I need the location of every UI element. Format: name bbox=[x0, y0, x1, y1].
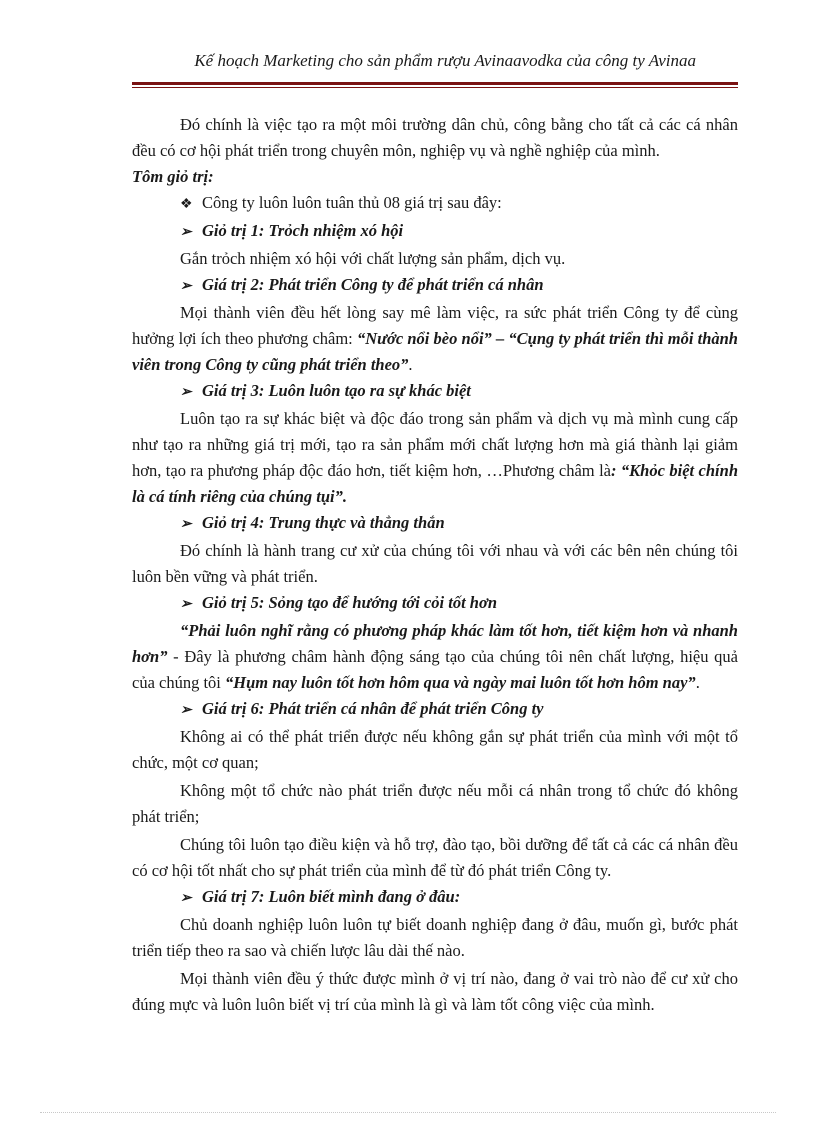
value-4-text: Đó chính là hành trang cư xử của chúng tôi với nhau và với các bên nên chúng tôi luôn bền vững và phát triển. bbox=[132, 541, 738, 586]
value-1-text: Gắn trỏch nhiệm xó hội với chất lượng sản phẩm, dịch vụ. bbox=[180, 249, 566, 268]
paragraph-intro: Đó chính là việc tạo ra một môi trường dân chủ, công bằng cho tất cả các cá nhân đều có cơ hội phát triển trong chuyên môn, nghiệp vụ và nghề nghiệp của mình. bbox=[132, 115, 738, 160]
value-4-heading bbox=[132, 510, 738, 538]
page-bottom-border bbox=[40, 1112, 776, 1113]
header-rule-thick bbox=[132, 82, 738, 85]
value-1-title: Giỏ trị 1: Trỏch nhiệm xó hội bbox=[202, 221, 404, 240]
value-5-text: - Đây là phương châm hành động sáng tạo của chúng tôi nên chất lượng, hiệu quả của chúng tôi bbox=[132, 647, 738, 692]
value-5-end: . bbox=[695, 673, 700, 692]
value-7-heading bbox=[132, 884, 738, 912]
value-5-paragraph bbox=[132, 618, 738, 696]
value-5-heading bbox=[132, 590, 738, 618]
arrowhead-bullet-icon: ➢ bbox=[180, 703, 192, 718]
arrowhead-bullet-icon: ➢ bbox=[180, 225, 192, 240]
section-heading-values: Tôm giỏ trị: bbox=[132, 167, 214, 186]
value-2-heading bbox=[132, 272, 738, 300]
intro-bullet-text: Công ty luôn luôn tuân thủ 08 giá trị sau đây: bbox=[202, 193, 502, 212]
intro-bullet-item bbox=[132, 190, 738, 218]
diamond-bullet-icon: ❖ bbox=[180, 197, 193, 212]
value-2-quote: “Nước nổi bèo nổi” – “Cụng ty phát triển thì mỗi thành viên trong Công ty cũng phát triển theo” bbox=[132, 329, 738, 374]
value-3-heading bbox=[132, 378, 738, 406]
value-6-title: Giá trị 6: Phát triển cá nhân để phát triển Công ty bbox=[202, 699, 544, 718]
arrowhead-bullet-icon: ➢ bbox=[180, 891, 192, 906]
value-2-end: . bbox=[408, 355, 413, 374]
value-6-text-1: Không ai có thể phát triển được nếu không gắn sự phát triển của mình với một tổ chức, một cơ quan; bbox=[132, 727, 738, 772]
value-3-quote: : “Khỏc biệt chính là cá tính riêng của chúng tụi”. bbox=[132, 461, 738, 506]
value-3-text: Luôn tạo ra sự khác biệt và độc đáo trong sản phẩm và dịch vụ mà mình cung cấp như tạo ra những giá trị mới, tạo ra sản phẩm mới chất lượng hơn mà giá thành lại giảm hơn, tạo ra phương pháp độc đáo hơn, tiết kiệm hơn, …Phương châm là bbox=[132, 409, 738, 480]
value-6-text-2: Không một tổ chức nào phát triển được nếu mỗi cá nhân trong tổ chức đó không phát triển; bbox=[132, 781, 738, 826]
arrowhead-bullet-icon: ➢ bbox=[180, 279, 192, 294]
value-7-title: Giá trị 7: Luôn biết mình đang ở đâu: bbox=[202, 887, 461, 906]
value-3-title: Giá trị 3: Luôn luôn tạo ra sự khác biệt bbox=[202, 381, 471, 400]
value-2-paragraph bbox=[132, 300, 738, 378]
value-4-title: Giỏ trị 4: Trung thực và thẳng thắn bbox=[202, 513, 445, 532]
value-2-title: Giá trị 2: Phát triển Công ty để phát triển cá nhân bbox=[202, 275, 544, 294]
running-header-title: Kế hoạch Marketing cho sản phẩm rượu Avinaavodka của công ty Avinaa bbox=[194, 51, 696, 70]
value-2-text: Mọi thành viên đều hết lòng say mê làm việc, ra sức phát triển Công ty để cùng hưởng lợi ích theo phương châm: bbox=[132, 303, 738, 348]
header-rule-thin bbox=[132, 87, 738, 88]
value-6-heading bbox=[132, 696, 738, 724]
arrowhead-bullet-icon: ➢ bbox=[180, 385, 192, 400]
value-1-heading bbox=[132, 218, 738, 246]
arrowhead-bullet-icon: ➢ bbox=[180, 517, 192, 532]
value-5-title: Giỏ trị 5: Sỏng tạo để hướng tới cỏi tốt hơn bbox=[202, 593, 497, 612]
document-body bbox=[132, 112, 738, 1018]
value-6-text-3: Chúng tôi luôn tạo điều kiện và hỗ trợ, đào tạo, bồi dưỡng để tất cả các cá nhân đều có cơ hội tốt nhất cho sự phát triển của mình để từ đó phát triển Công ty. bbox=[132, 835, 738, 880]
value-7-text-2: Mọi thành viên đều ý thức được mình ở vị trí nào, đang ở vai trò nào để cư xử cho đúng mực và luôn luôn biết vị trí của mình là gì và làm tốt công việc của mình. bbox=[132, 969, 738, 1014]
arrowhead-bullet-icon: ➢ bbox=[180, 597, 192, 612]
value-5-quote-a: “Phải luôn nghĩ rằng có phương pháp khác làm tốt hơn, tiết kiệm hơn và nhanh hơn” bbox=[132, 621, 738, 666]
value-5-quote-c: “Hụm nay luôn tốt hơn hôm qua và ngày mai luôn tốt hơn hôm nay” bbox=[225, 673, 696, 692]
value-3-paragraph bbox=[132, 406, 738, 510]
value-7-text-1: Chủ doanh nghiệp luôn luôn tự biết doanh nghiệp đang ở đâu, muốn gì, bước phát triển tiếp theo ra sao và chiến lược lâu dài thế nào. bbox=[132, 915, 738, 960]
